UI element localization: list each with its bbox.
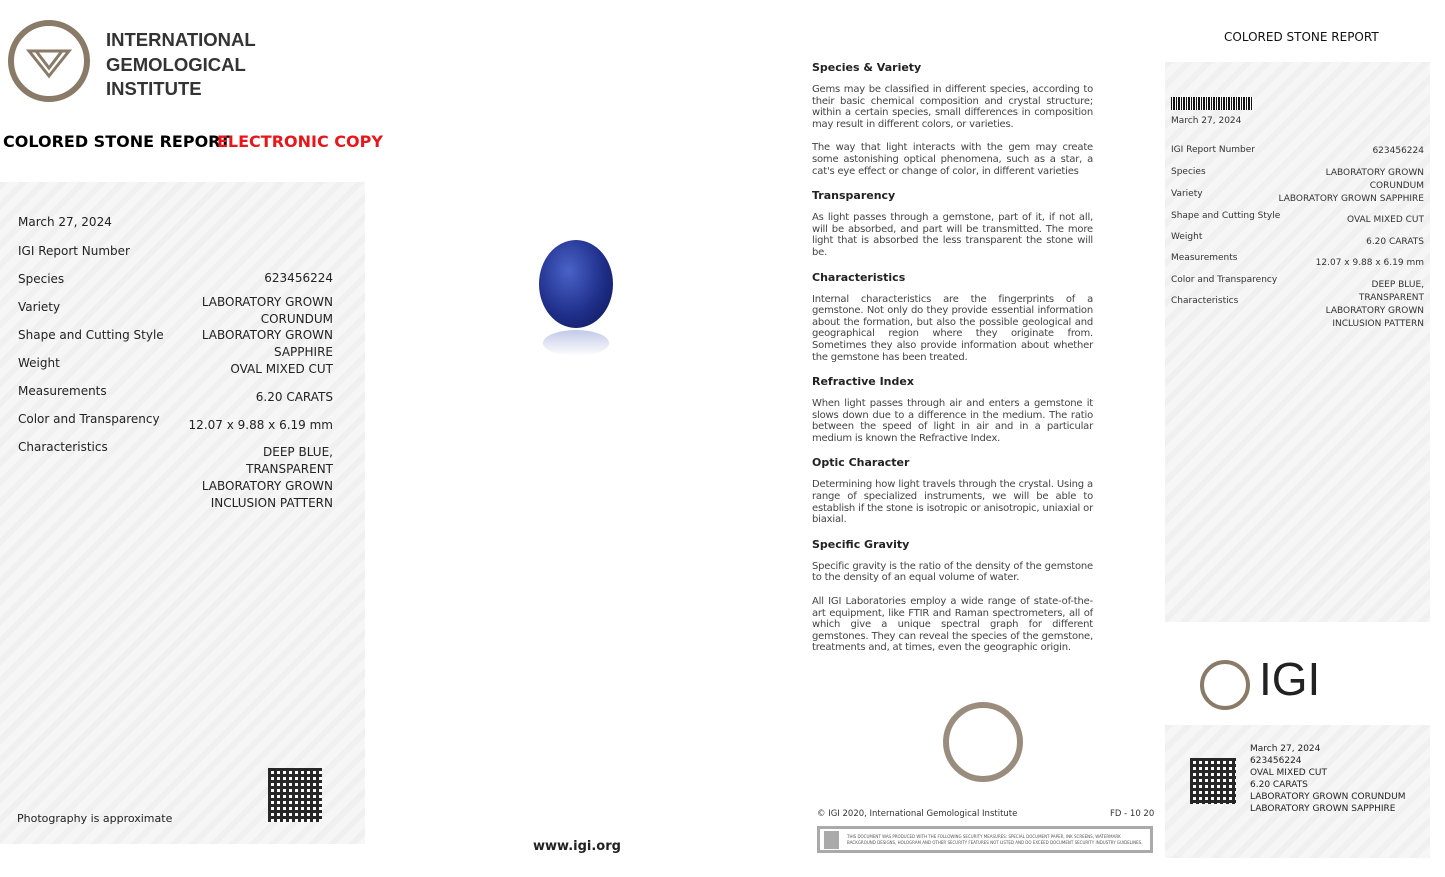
section-paragraph: Internal characteristics are the fingerprints of a gemstone. Not only do they provide essential information about the formation, but also the possible geological and geographical region where they originate from. Sometimes they also provide information about whether the gemstone has been treated. (812, 293, 1093, 363)
summary-item: 6.20 CARATS (1250, 780, 1308, 790)
field-label: Variety (18, 300, 61, 314)
field-value: 12.07 x 9.88 x 6.19 mm (188, 417, 333, 432)
org-line: GEMOLOGICAL (106, 53, 246, 75)
website-link[interactable]: www.igi.org (533, 839, 621, 854)
field-value: 6.20 CARATS (255, 389, 333, 404)
right-field-value: LABORATORY GROWN INCLUSION PATTERN (1325, 306, 1424, 329)
right-field-value: OVAL MIXED CUT (1347, 215, 1424, 225)
section-paragraph: Gems may be classified in different species, according to their basic chemical composition and crystal structure; within a certain species, small differences in composition may result in different colors, or varieties. (812, 84, 1093, 130)
document-lock-icon (824, 831, 839, 849)
right-field-value: 6.20 CARATS (1366, 237, 1424, 247)
info-section (812, 189, 1093, 258)
security-note: THIS DOCUMENT WAS PRODUCED WITH THE FOLLOWING SECURITY MEASURES: SPECIAL DOCUMENT PAPER, INK SCREENS, WATERMARK BACKGROUND DESIGNS, HOLOGRAM AND OTHER SECURITY FEATURES NOT LISTED AND DO EXCEED DOCUMENT SECURITY INDUSTRY GUIDELINES. (847, 833, 1143, 845)
barcode (1171, 97, 1253, 110)
field-values (189, 270, 333, 512)
small-qr-code[interactable] (1190, 758, 1236, 804)
section-title: Transparency (812, 189, 896, 203)
section-paragraph: Determining how light travels through the crystal. Using a range of specialized instruments, we will be able to establish if the stone is isotropic or anisotropic, uniaxial or biaxial. (812, 479, 1093, 526)
right-field-value: DEEP BLUE, TRANSPARENT (1358, 280, 1424, 303)
qr-code[interactable] (268, 768, 322, 822)
right-field-value: 623456224 (1372, 146, 1424, 156)
igi-seal-small (1200, 660, 1250, 710)
summary-item: LABORATORY GROWN SAPPHIRE (1250, 804, 1396, 814)
info-section (812, 61, 1093, 177)
left-report-panel (0, 182, 365, 844)
security-box (817, 826, 1153, 853)
info-column (812, 61, 1093, 666)
info-section (812, 456, 1093, 525)
section-title: Refractive Index (812, 375, 914, 389)
right-field-label: Characteristics (1171, 296, 1239, 306)
summary-item: March 27, 2024 (1250, 744, 1321, 754)
field-label: Shape and Cutting Style (18, 328, 164, 342)
field-value: LABORATORY GROWN INCLUSION PATTERN (201, 478, 333, 510)
field-value: LABORATORY GROWN SAPPHIRE (201, 328, 333, 360)
right-field-label: Weight (1171, 232, 1203, 242)
field-value: LABORATORY GROWN CORUNDUM (201, 294, 333, 326)
right-field-value: 12.07 x 9.88 x 6.19 mm (1315, 258, 1424, 268)
summary-list (1250, 743, 1405, 815)
field-label: Measurements (18, 384, 107, 398)
section-paragraph: All IGI Laboratories employ a wide range of state-of-the-art equipment, like FTIR and Raman spectrometers, all of which give a unique spectral graph for different gemstones. They can reveal the species of the gemstone, treatments and, at times, even the geographic origin. (812, 596, 1093, 654)
report-date: March 27, 2024 (18, 215, 112, 229)
org-name (106, 28, 256, 102)
copyright: © IGI 2020, International Gemological Institute (817, 809, 1018, 819)
gemstone-image (539, 240, 613, 328)
info-section (812, 271, 1093, 364)
report-title: COLORED STONE REPORT (3, 132, 231, 151)
gemstone-reflection (543, 330, 609, 356)
right-field-label: Measurements (1171, 253, 1238, 263)
right-field-label: Species (1171, 167, 1206, 177)
right-report-title: COLORED STONE REPORT (1224, 30, 1379, 44)
field-value: DEEP BLUE, TRANSPARENT (246, 445, 333, 477)
field-label: IGI Report Number (18, 244, 130, 258)
summary-item: 623456224 (1250, 756, 1302, 766)
right-field-label: Color and Transparency (1171, 275, 1278, 285)
field-label: Characteristics (18, 440, 108, 454)
section-title: Optic Character (812, 456, 910, 470)
form-code: FD - 10 20 (1110, 809, 1155, 819)
igi-seal-logo (8, 20, 90, 102)
section-title: Characteristics (812, 270, 906, 284)
right-field-label: Shape and Cutting Style (1171, 211, 1281, 221)
section-paragraph: When light passes through air and enters a gemstone it slows down due to a difference in the medium. The ratio between the speed of light in air and in a particular medium is known the Refractive Index. (812, 398, 1093, 444)
watermark-seal (943, 702, 1023, 782)
igi-logo-text: IGI (1259, 653, 1321, 705)
section-paragraph: The way that light interacts with the gem may create some astonishing optical phenomena, such as a star, a cat's eye effect or change of color, in different varieties (812, 142, 1093, 177)
section-title: Species & Variety (812, 61, 922, 74)
right-field-label: Variety (1171, 189, 1203, 199)
right-field-label: IGI Report Number (1171, 145, 1255, 155)
section-paragraph: As light passes through a gemstone, part of it, if not all, will be absorbed, and part will be transmitted. The more light that is absorbed the less transparent the stone will be. (812, 212, 1093, 258)
summary-item: OVAL MIXED CUT (1250, 768, 1327, 778)
info-section (812, 375, 1093, 444)
org-line: INTERNATIONAL (106, 29, 256, 50)
field-value: 623456224 (264, 271, 333, 285)
summary-item: LABORATORY GROWN CORUNDUM (1250, 792, 1406, 802)
info-section (812, 538, 1093, 654)
field-label: Weight (18, 356, 60, 370)
photo-note: Photography is approximate (17, 812, 173, 825)
org-line: INSTITUTE (106, 78, 202, 99)
field-label: Species (18, 272, 65, 286)
field-value: OVAL MIXED CUT (230, 361, 333, 376)
right-field-value: LABORATORY GROWN SAPPHIRE (1278, 194, 1424, 204)
right-report-date: March 27, 2024 (1171, 116, 1242, 126)
right-field-value: LABORATORY GROWN CORUNDUM (1325, 168, 1424, 191)
section-title: Specific Gravity (812, 537, 910, 551)
electronic-copy-label: ELECTRONIC COPY (217, 132, 383, 151)
section-paragraph: Specific gravity is the ratio of the density of the gemstone to the density of an equal volume of water. (812, 560, 1093, 584)
field-label: Color and Transparency (18, 412, 160, 426)
